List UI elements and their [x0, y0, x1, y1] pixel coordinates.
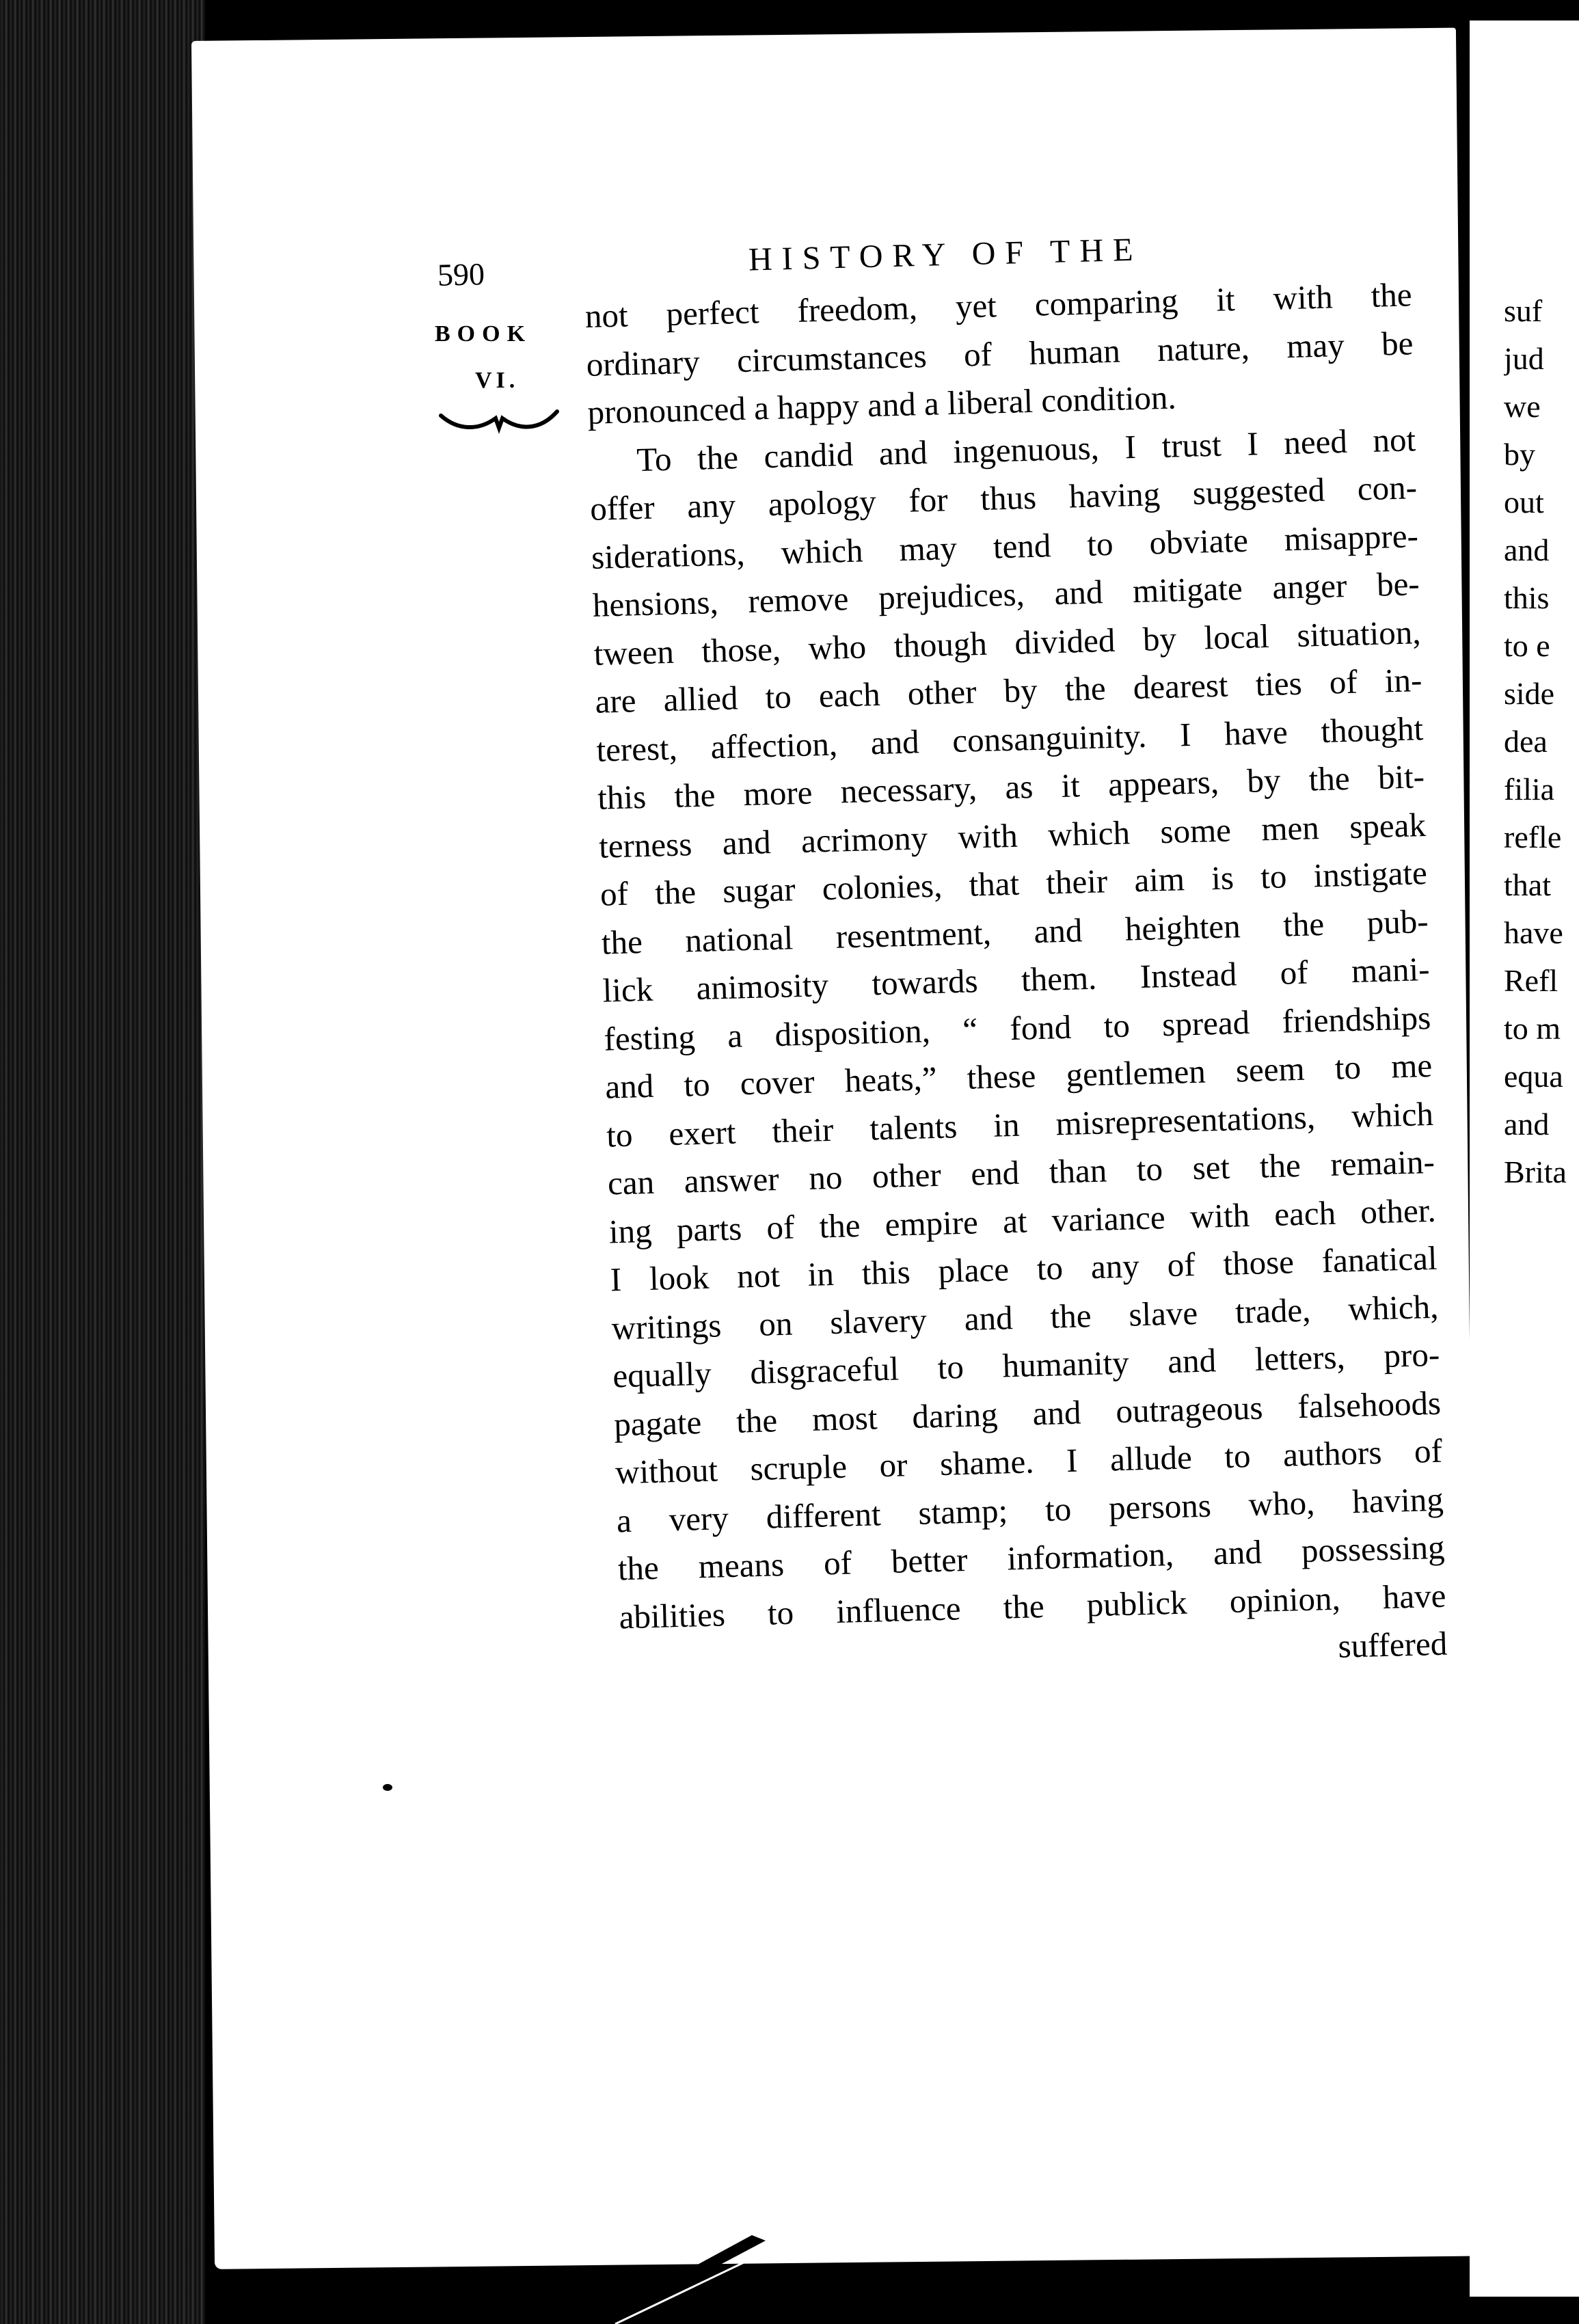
text-line: a very different stamp; to persons who, having	[616, 1480, 1444, 1539]
facing-text-fragment: filia	[1504, 772, 1555, 807]
text-line: I look not in this place to any of those fanatical	[610, 1239, 1438, 1299]
text-line: writings on slavery and the slave trade, which,	[610, 1287, 1439, 1347]
facing-text-fragment: side	[1504, 676, 1555, 711]
body-text	[584, 271, 1448, 1689]
text-line: offer any apology for thus having suggested con-	[589, 468, 1418, 528]
text-line: the national resentment, and heighten the pub-	[601, 902, 1429, 962]
ornamental-flourish-icon	[437, 403, 561, 437]
margin-volume-label: VI.	[475, 368, 519, 393]
text-line: not perfect freedom, yet comparing it with the	[584, 275, 1413, 335]
text-line: this the more necessary, as it appears, by the bit-	[597, 757, 1425, 817]
text-line: hensions, remove prejudices, and mitigate anger be-	[592, 565, 1420, 624]
facing-text-fragment: Brita	[1504, 1154, 1567, 1189]
page-number: 590	[437, 256, 485, 293]
text-line: can answer no other end than to set the remain-	[607, 1142, 1435, 1202]
facing-text-fragment: Refl	[1504, 963, 1558, 998]
text-line: siderations, which may tend to obviate misappre-	[591, 516, 1419, 576]
facing-text-fragment: to e	[1504, 628, 1550, 663]
facing-text-fragment: this	[1504, 580, 1550, 615]
facing-text-fragment: to m	[1504, 1011, 1561, 1046]
facing-text-fragment: and	[1504, 532, 1550, 567]
text-line: To the candid and ingenuous, I trust I need not	[636, 420, 1416, 478]
facing-text-fragment: dea	[1504, 724, 1548, 759]
facing-text-fragment: that	[1504, 867, 1551, 902]
text-line: of the sugar colonies, that their aim is to instigate	[599, 854, 1428, 913]
facing-text-fragment: suf	[1504, 293, 1543, 328]
text-line: ing parts of the empire at variance with each other.	[608, 1191, 1437, 1251]
text-line: pronounced a happy and a liberal condition.	[586, 378, 1177, 431]
text-line: ordinary circumstances of human nature, may be	[586, 323, 1414, 383]
ink-speck	[383, 1784, 392, 1791]
facing-text-fragment: equa	[1504, 1059, 1563, 1094]
text-line: and to cover heats,” these gentlemen seem to me	[604, 1046, 1433, 1106]
text-line: pagate the most daring and outrageous falsehoods	[613, 1383, 1442, 1443]
text-line: are allied to each other by the dearest ties of in-	[594, 661, 1422, 720]
page-fold-shadow	[588, 2221, 793, 2324]
text-line: equally disgraceful to humanity and letters, pro-	[612, 1335, 1440, 1395]
text-line: lick animosity towards them. Instead of mani-	[602, 949, 1431, 1010]
text-line: to exert their talents in misrepresentations, which	[606, 1094, 1434, 1154]
running-head: HISTORY OF THE	[748, 231, 1144, 278]
facing-text-fragment: and	[1504, 1107, 1550, 1141]
facing-text-fragment: out	[1504, 485, 1544, 519]
facing-text-fragment: refle	[1504, 820, 1562, 854]
text-line: terness and acrimony with which some men speak	[598, 805, 1427, 865]
text-line: the means of better information, and possessing	[617, 1528, 1446, 1588]
text-line: without scruple or shame. I allude to authors of	[615, 1431, 1443, 1491]
text-line: tween those, who though divided by local situation,	[593, 612, 1422, 673]
facing-text-fragment: jud	[1504, 341, 1544, 376]
facing-page-text	[1504, 287, 1579, 1196]
margin-book-label: BOOK	[435, 321, 532, 347]
text-line: festing a disposition, “ fond to spread friendships	[603, 998, 1431, 1058]
book-fore-edge	[0, 0, 205, 2324]
catchword: suffered	[1337, 1624, 1448, 1665]
facing-text-fragment: we	[1504, 389, 1541, 424]
text-line: abilities to influence the publick opinion, have	[619, 1576, 1447, 1636]
facing-text-fragment: by	[1504, 437, 1535, 472]
text-line: terest, affection, and consanguinity. I have thought	[595, 709, 1424, 769]
facing-text-fragment: have	[1504, 915, 1563, 950]
